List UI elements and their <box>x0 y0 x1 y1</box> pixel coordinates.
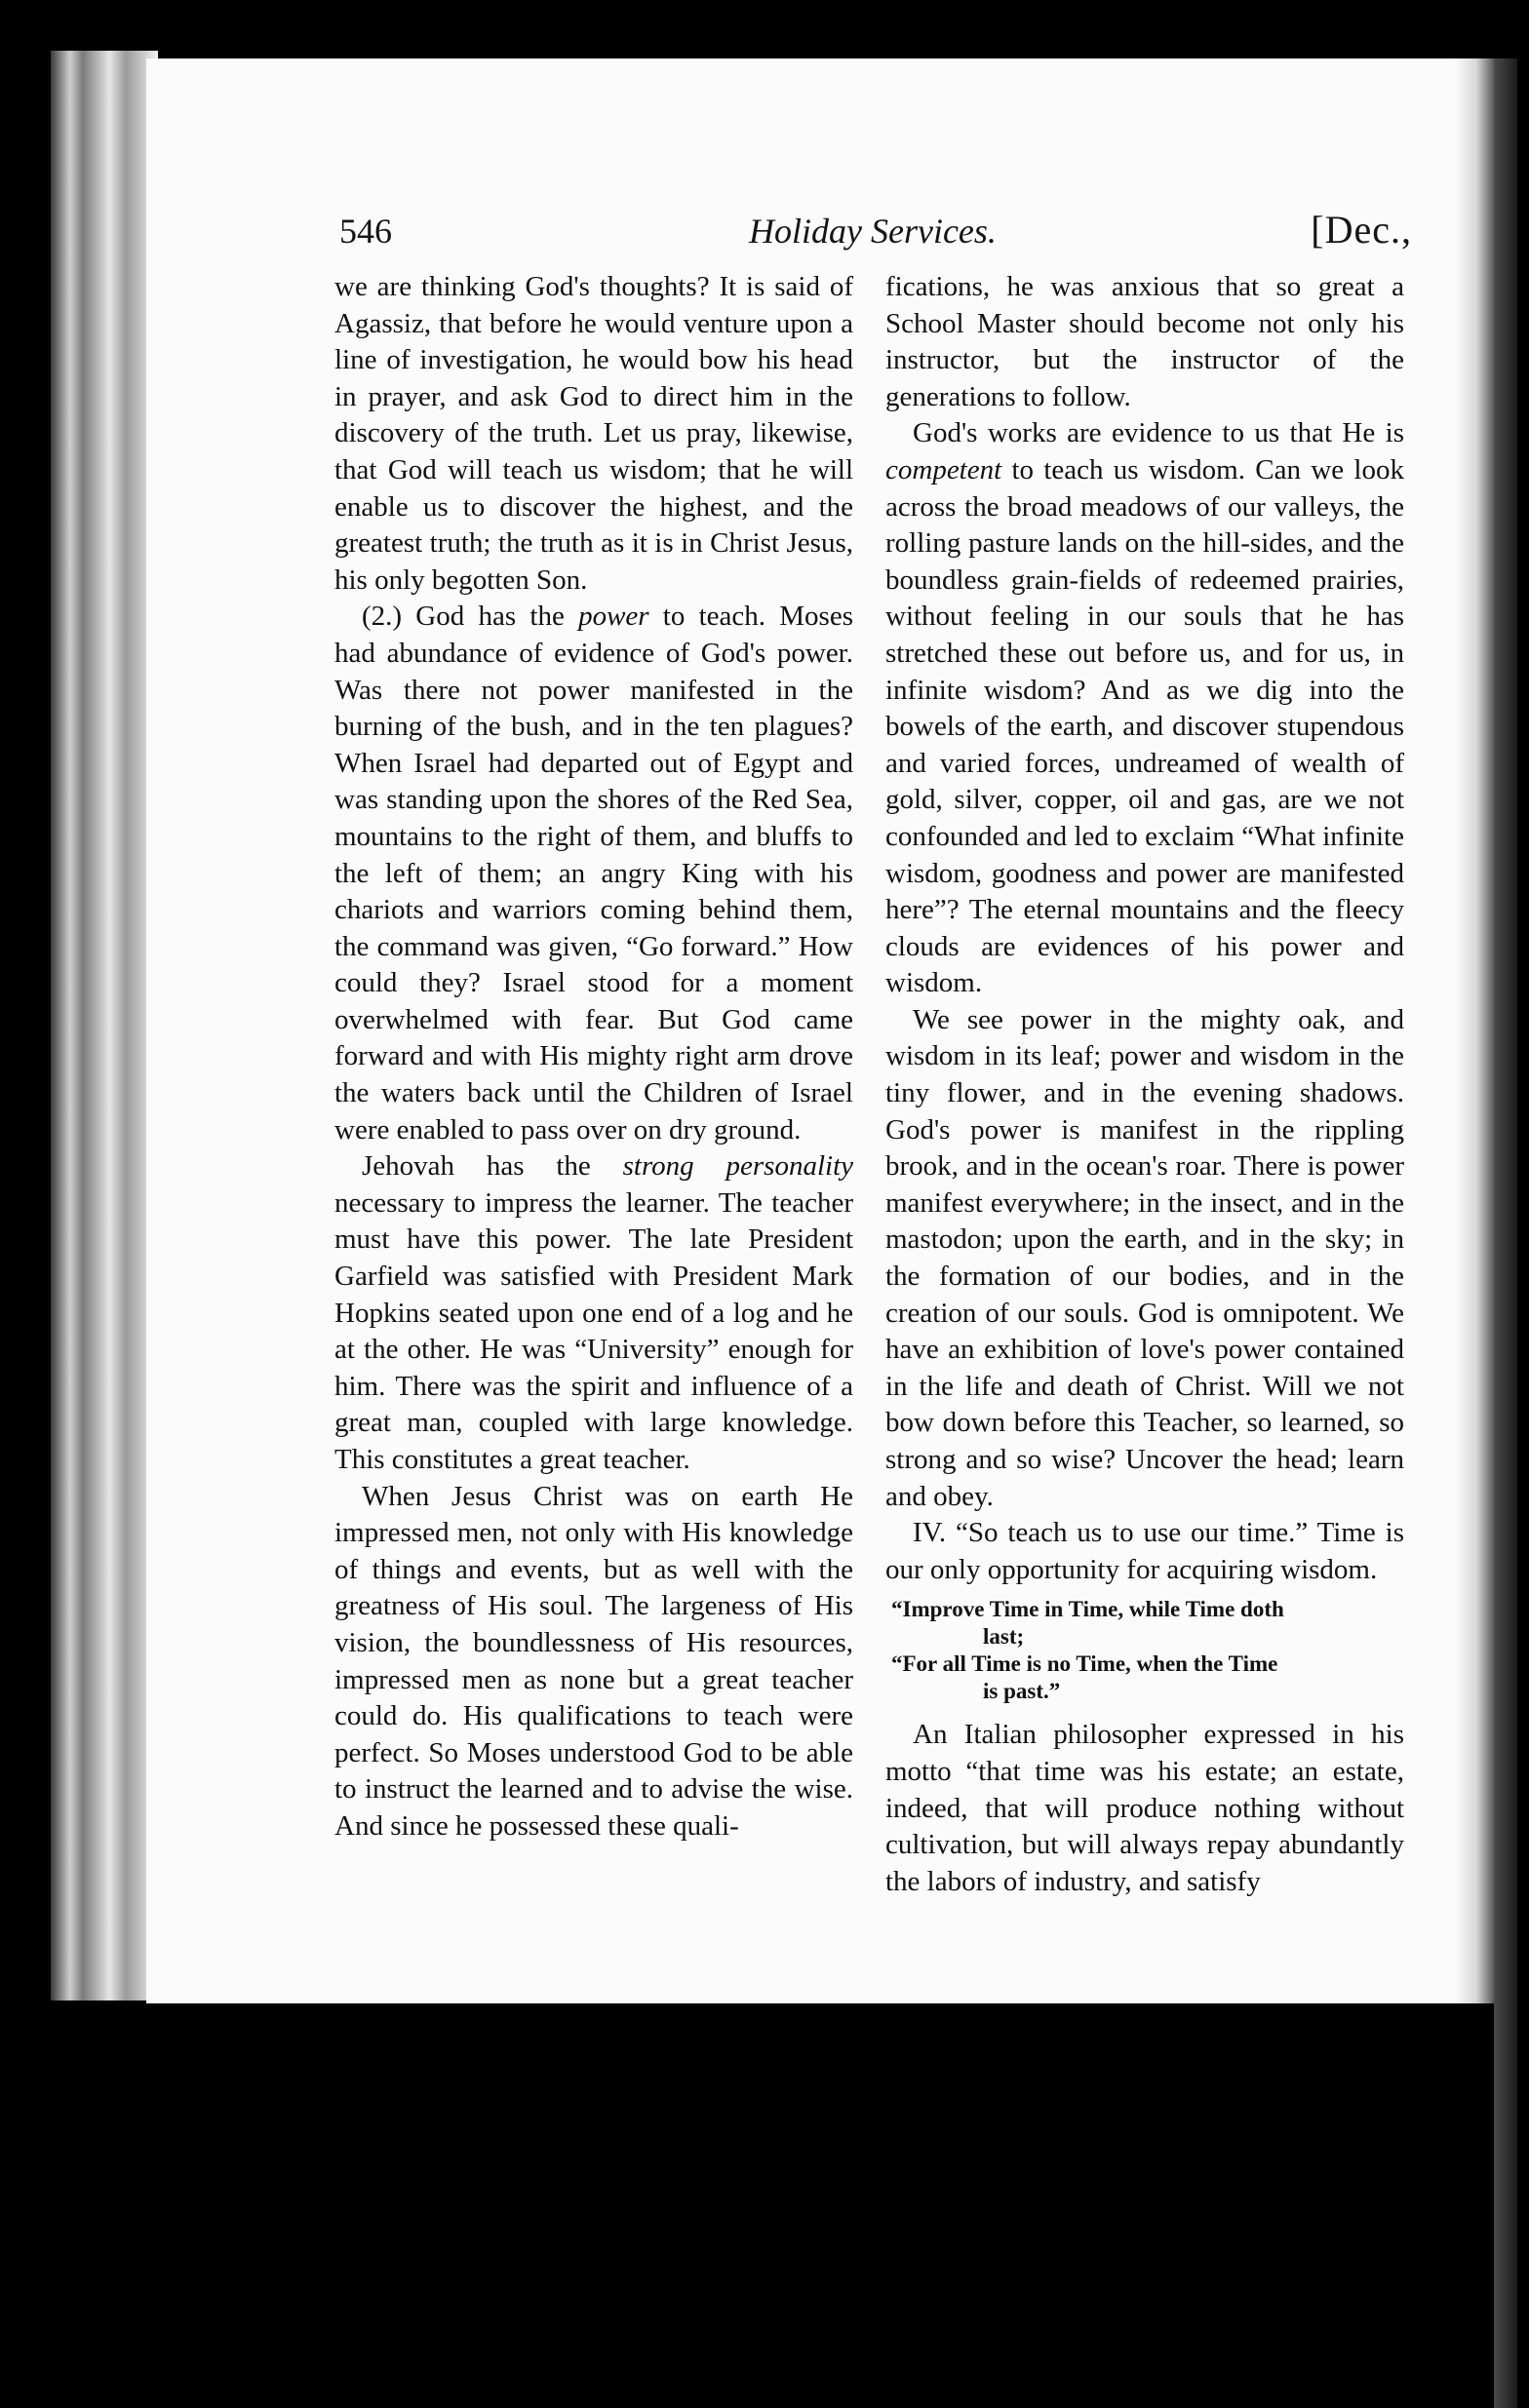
book-spine-edge-right <box>1494 58 1517 2408</box>
verse-line: “For all Time is no Time, when the Time is past.” <box>891 1651 1278 1704</box>
book-page-edges-left <box>51 51 158 2000</box>
left-column <box>334 269 853 1845</box>
paragraph: fications, he was anxious that so great a School Master should become not only his instructor, but the instructor of the generations to follow. <box>885 271 1404 412</box>
running-title: Holiday Services. <box>749 212 997 251</box>
running-header <box>339 207 1412 257</box>
emphasis: competent <box>885 453 1002 485</box>
verse-quotation <box>885 1596 1404 1705</box>
paragraph: IV. “So teach us to use our time.” Time is our only opportunity for acquiring wisdom. <box>885 1517 1404 1585</box>
paragraph: When Jesus Christ was on earth He impressed men, not only with His knowledge of things and events, but as well with the greatness of His soul. The largeness of His vision, the boundlessness of His resources, impressed men as none but a great teacher could do. His qualifications to teach were perfect. So Moses understood God to be able to instruct the learned and to advise the wise. And since he possessed these quali- <box>334 1480 853 1842</box>
running-date: [Dec., <box>1311 208 1412 252</box>
paragraph: we are thinking God's thoughts? It is said of Agassiz, that before he would venture upon a line of investigation, he would bow his head in prayer, and ask God to direct him in the discovery of the truth. Let us pray, likewise, that God will teach us wisdom; that he will enable us to discover the highest, and the greatest truth; the truth as it is in Christ Jesus, his only begotten Son. <box>334 271 853 596</box>
paragraph: (2.) God has the power to teach. Moses had abundance of evidence of God's power. Was there not power manifested in the burning of the bush, and in the ten plagues? When Israel had departed out of Egypt and was standing upon the shores of the Red Sea, mountains to the right of them, and bluffs to the left of them; an angry King with his chariots and warriors coming behind them, the command was given, “Go forward.” How could they? Israel stood for a moment overwhelmed with fear. But God came forward and with His mighty right arm drove the waters back until the Children of Israel were enabled to pass over on dry ground. <box>334 601 853 1146</box>
right-column <box>885 269 1404 1900</box>
paragraph: We see power in the mighty oak, and wisdom in its leaf; power and wisdom in the tiny flower, and in the evening shadows. God's power is manifest in the rippling brook, and in the ocean's roar. There is power manifest everywhere; in the insect, and in the mastodon; upon the earth, and in the sky; in the formation of our bodies, and in the creation of our souls. God is omnipotent. We have an exhibition of love's power contained in the life and death of Christ. Will we not bow down before this Teacher, so learned, so strong and so wise? Uncover the head; learn and obey. <box>885 1003 1404 1512</box>
emphasis: strong personality <box>622 1150 853 1183</box>
page-number: 546 <box>339 212 392 251</box>
page-gutter-shadow <box>1455 58 1494 2003</box>
paragraph: God's works are evidence to us that He is competent to teach us wisdom. Can we look across the broad meadows of our valleys, the rolling pasture lands on the hill-sides, and the boundless grain-fields of redeemed prairies, without feeling in our souls that he has stretched these out before us, and for us, in infinite wisdom? And as we dig into the bowels of the earth, and discover stupendous and varied forces, undreamed of wealth of gold, silver, copper, oil and gas, are we not confounded and led to exclaim “What infinite wisdom, goodness and power are manifested here”? The eternal mountains and the fleecy clouds are evidences of his power and wisdom. <box>885 417 1404 999</box>
paragraph: An Italian philosopher expressed in his motto “that time was his estate; an estate, indeed, that will produce nothing without cultivation, but will always repay abundantly the labors of industry, and satisfy <box>885 1719 1404 1897</box>
verse-line: “Improve Time in Time, while Time doth last; <box>891 1597 1284 1650</box>
emphasis: power <box>578 601 649 633</box>
paragraph: Jehovah has the strong personality necessary to impress the learner. The teacher must have this power. The late President Garfield was satisfied with President Mark Hopkins seated upon one end of a log and he at the other. He was “University” enough for him. There was the spirit and influence of a great man, coupled with large knowledge. This constitutes a great teacher. <box>334 1150 853 1475</box>
